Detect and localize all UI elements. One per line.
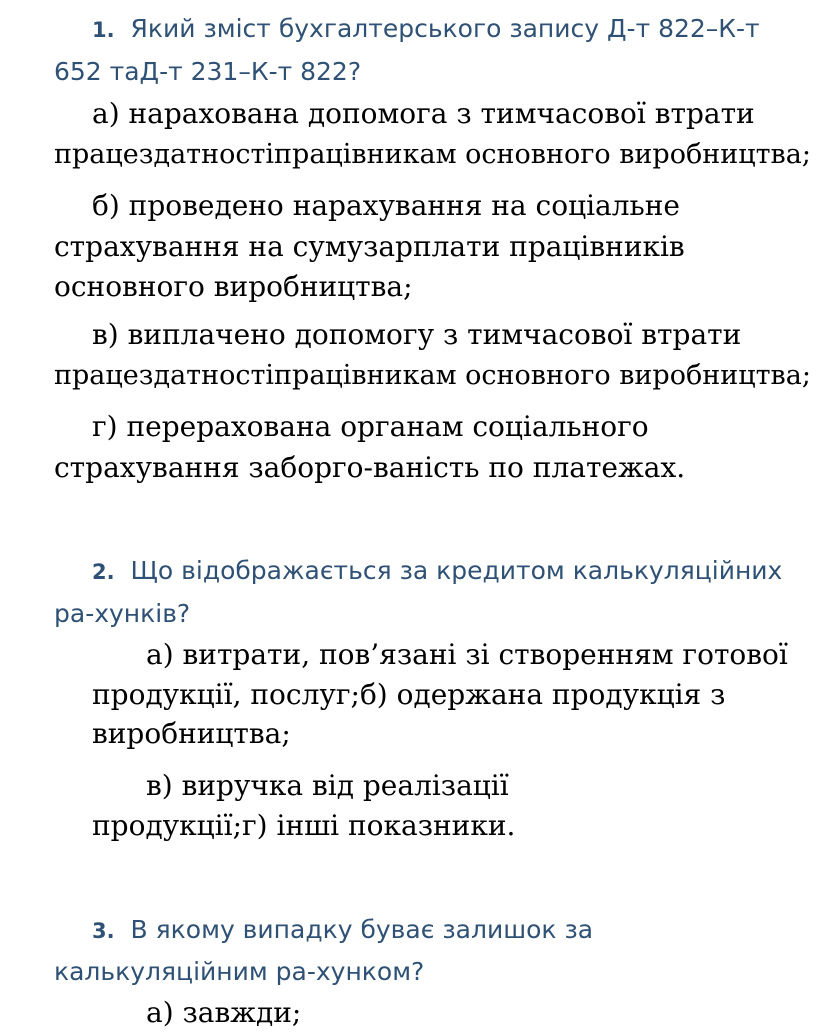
question-3-number: 3.	[92, 919, 115, 943]
question-1-answer-line-3: б) проведено нарахування на соціальне	[92, 189, 680, 222]
question-1-answer-line-7: працездатностіпрацівникам основного виробництва;	[54, 360, 811, 391]
question-3-text-line-1: В якому випадку буває залишок за	[130, 915, 594, 944]
question-1-answer-line-4: страхування на сумузарплати працівників	[54, 230, 685, 263]
question-2-answer-line-5: продукції;г) інші показники.	[92, 809, 516, 842]
question-1-answer-line-6: в) виплачено допомогу з тимчасової втрати	[92, 318, 742, 351]
question-2-answer-line-4: в) виручка від реалізації	[146, 769, 509, 802]
question-1-line-1	[92, 14, 760, 44]
question-1-answer-line-2: працездатностіпрацівникам основного виробництва;	[54, 139, 811, 170]
question-2-text-line-2: ра-хунків?	[54, 599, 191, 628]
question-1-answer-line-1: а) нарахована допомога з тимчасової втрати	[92, 97, 755, 130]
question-3-answer-line-1: а) завжди;	[146, 996, 302, 1029]
question-2-line-1	[92, 556, 782, 586]
question-2-text-line-1: Що відображається за кредитом калькуляційних	[130, 556, 783, 585]
question-3-line-1	[92, 915, 593, 945]
question-2-answer-line-2: продукції, послуг;б) одержана продукція з	[92, 678, 726, 711]
question-1-answer-line-9: страхування заборго-ваність по платежах.	[54, 451, 686, 484]
question-1-text-line-1: Який зміст бухгалтерського запису Д-т 822–К-т	[130, 14, 760, 43]
question-2-answer-line-1: а) витрати, пов’язані зі створенням готової	[146, 638, 788, 671]
question-1-answer-line-8: г) перерахована органам соціального	[92, 410, 649, 443]
question-1-text-line-2: 652 таД-т 231–К-т 822?	[54, 57, 362, 86]
question-1-number: 1.	[92, 18, 115, 42]
question-3-text-line-2: калькуляційним ра-хунком?	[54, 957, 425, 986]
question-2-number: 2.	[92, 560, 115, 584]
question-2-answer-line-3: виробництва;	[92, 717, 291, 750]
question-1-answer-line-5: основного виробництва;	[54, 270, 413, 303]
